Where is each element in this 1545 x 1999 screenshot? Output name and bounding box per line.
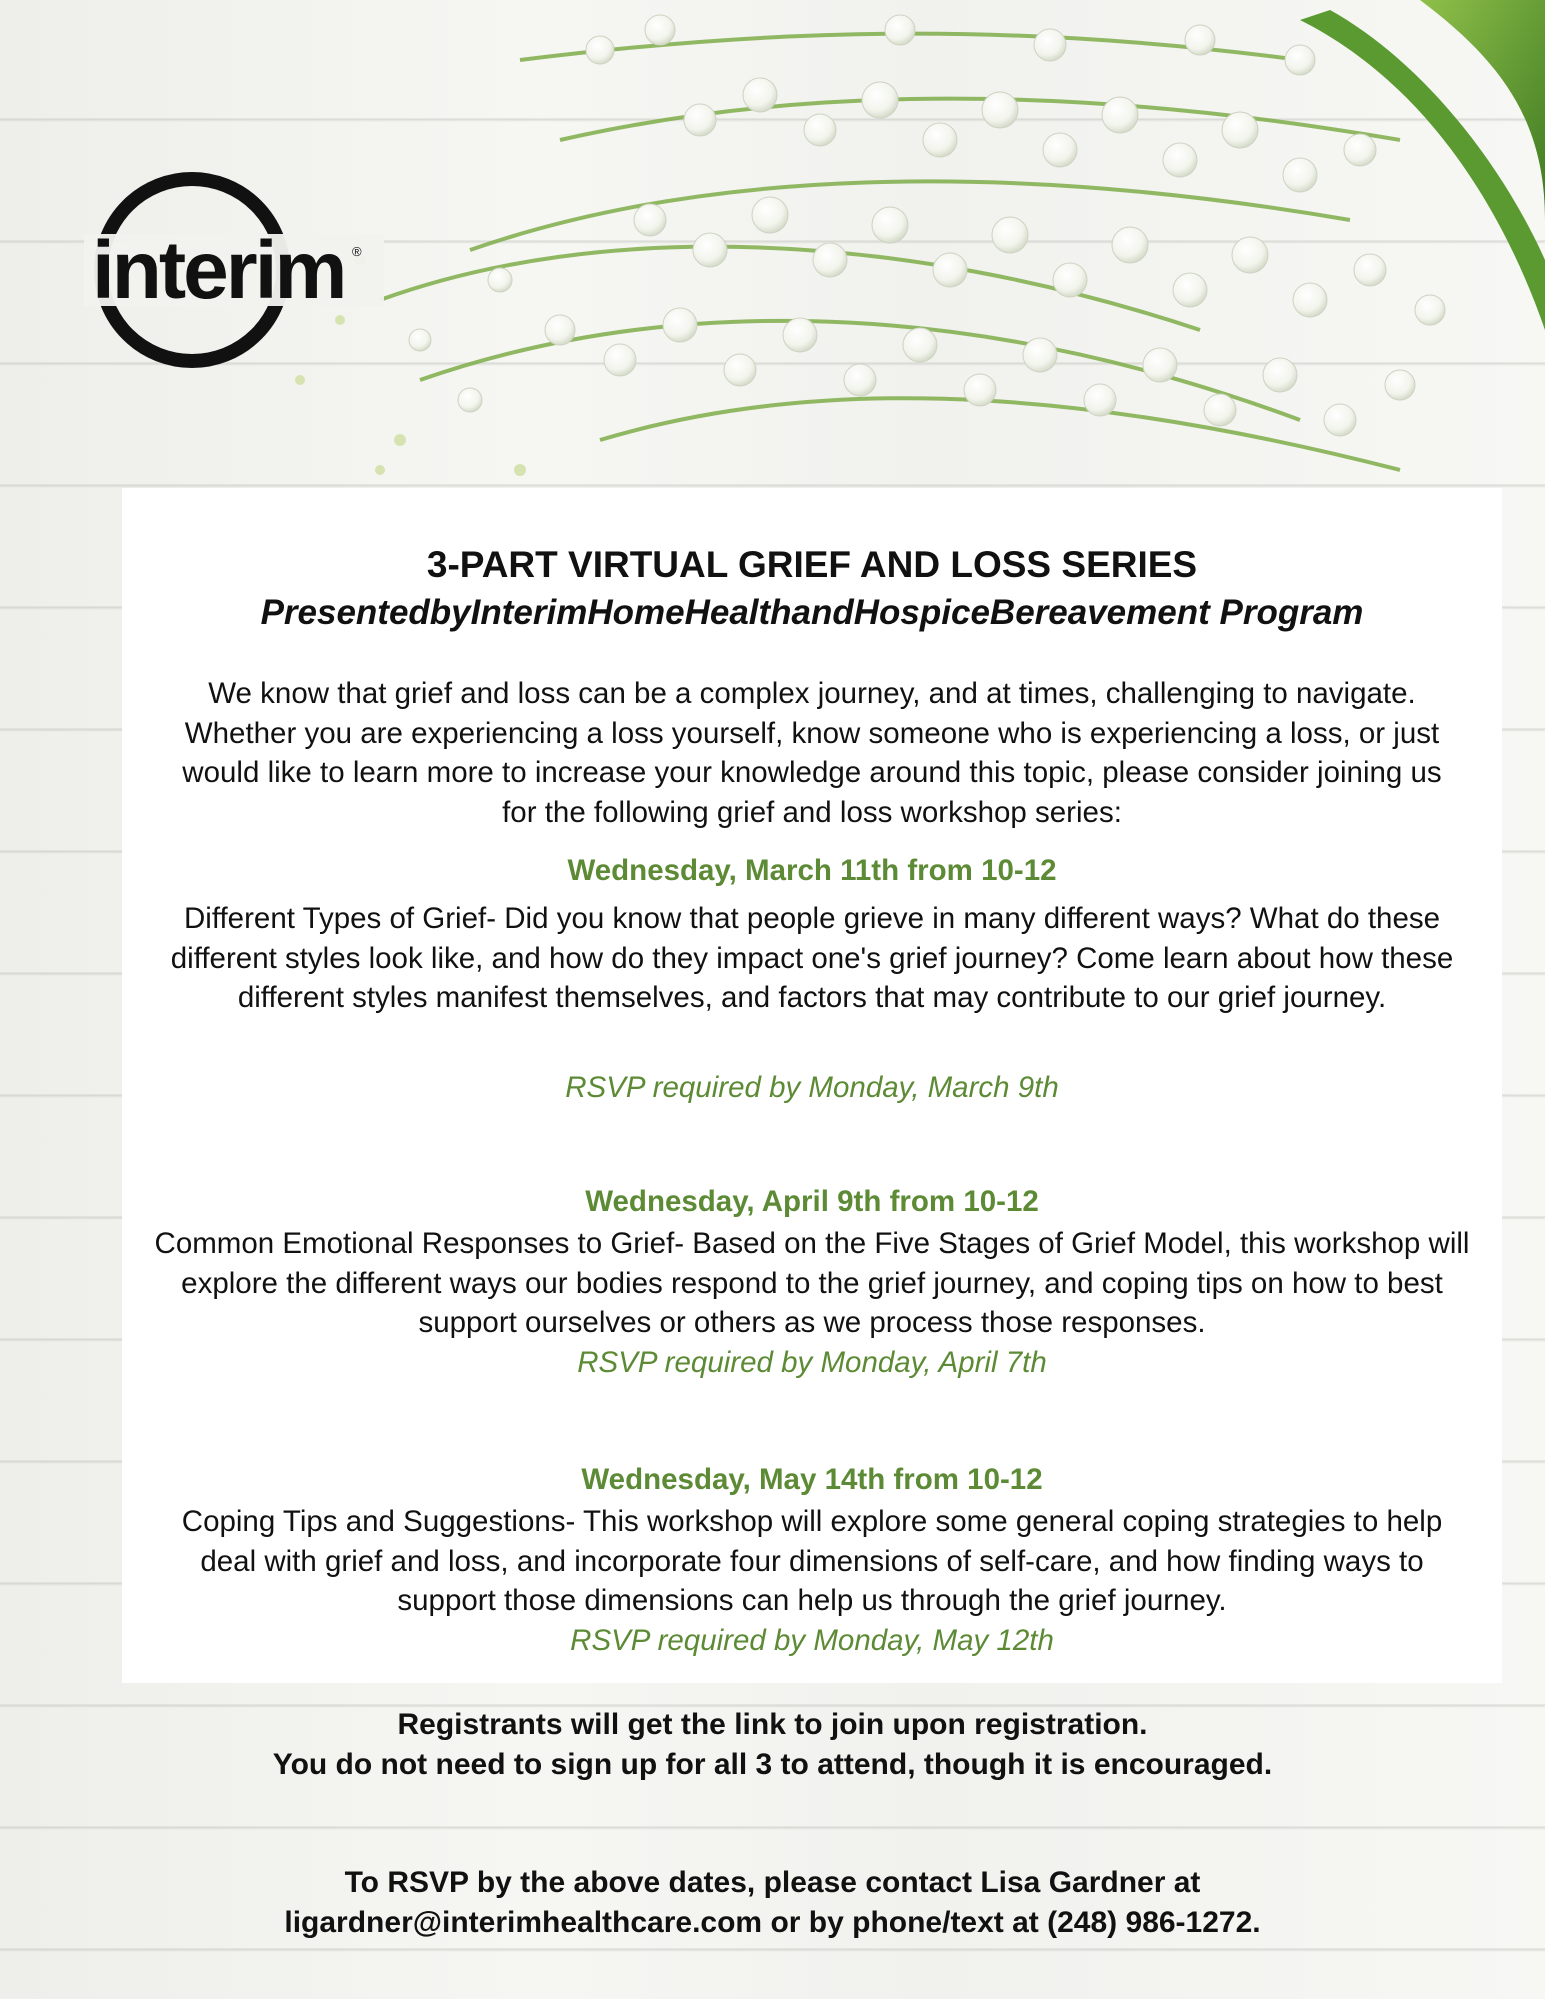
session-1-date: Wednesday, March 11th from 10-12 [567, 854, 1057, 887]
content-card [122, 488, 1502, 1683]
session-1-rsvp: RSVP required by Monday, March 9th [565, 1071, 1059, 1104]
session-2-date: Wednesday, April 9th from 10-12 [585, 1185, 1039, 1218]
session-2-description: Common Emotional Responses to Grief- Based on the Five Stages of Grief Model, this workshop will explore the different ways our bodies respond to the grief journey, and coping tips on how to best support ourselves or others as we process those responses. [154, 1227, 1470, 1339]
interim-logo [92, 172, 382, 372]
logo-wordmark: interim [92, 225, 345, 316]
registration-note-1: Registrants will get the link to join upon registration. [397, 1708, 1148, 1741]
session-2-rsvp: RSVP required by Monday, April 7th [577, 1346, 1047, 1379]
logo-registered-mark: ® [352, 244, 362, 259]
session-3-date: Wednesday, May 14th from 10-12 [581, 1463, 1043, 1496]
session-3-rsvp: RSVP required by Monday, May 12th [570, 1624, 1054, 1657]
contact-line-2: ligardner@interimhealthcare.com or by phone/text at (248) 986-1272. [284, 1906, 1261, 1939]
page-title: 3-PART VIRTUAL GRIEF AND LOSS SERIES [426, 544, 1198, 585]
contact-line-1: To RSVP by the above dates, please contact Lisa Gardner at [344, 1866, 1201, 1899]
session-1-description: Different Types of Grief- Did you know that people grieve in many different ways? What do these different styles look like, and how do they impact one's grief journey? Come learn about how these different styles manifest themselves, and factors that may contribute to our grief journey. [170, 902, 1454, 1014]
page-subtitle: PresentedbyInterimHomeHealthandHospiceBereavement Program [260, 593, 1364, 632]
registration-note-2: You do not need to sign up for all 3 to attend, though it is encouraged. [272, 1748, 1273, 1781]
intro-paragraph: We know that grief and loss can be a complex journey, and at times, challenging to navigate. Whether you are experiencing a loss yourself, know someone who is experiencing a loss, or just would like to learn more to increase your knowledge around this topic, please consider joining us for the following grief and loss workshop series: [182, 677, 1442, 829]
session-3-description: Coping Tips and Suggestions- This workshop will explore some general coping strategies to help deal with grief and loss, and incorporate four dimensions of self-care, and how finding ways to support those dimensions can help us through the grief journey. [181, 1505, 1443, 1617]
